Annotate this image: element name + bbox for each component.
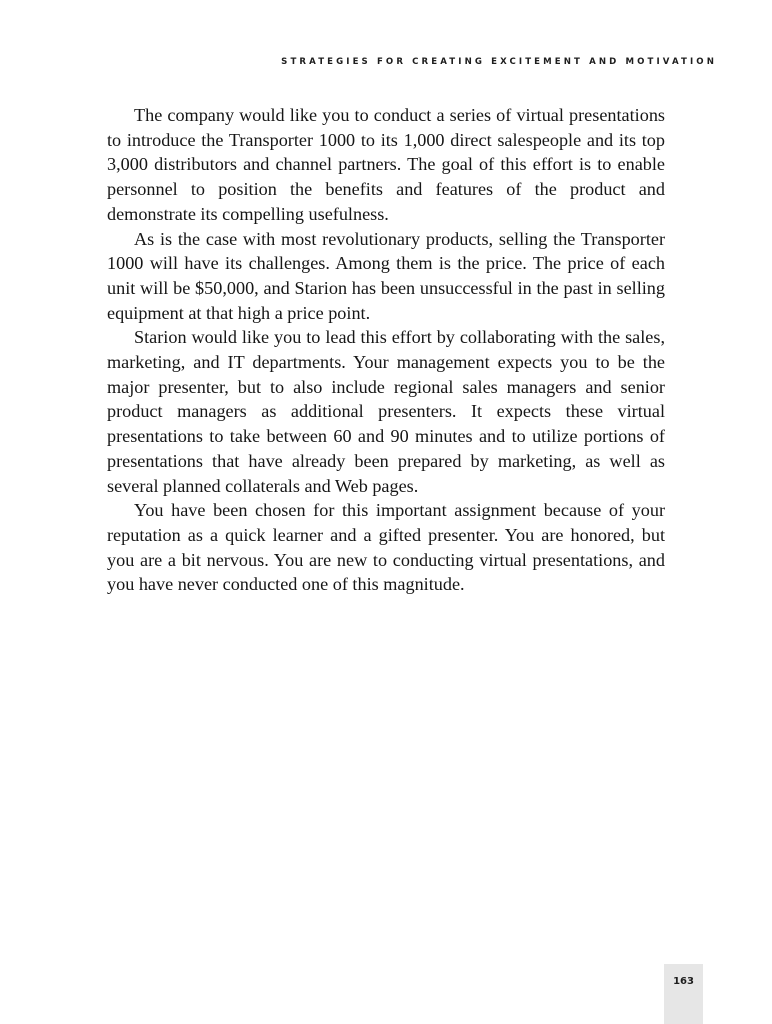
paragraph-1: The company would like you to conduct a series of virtual presentations to introduce the Transporter 1000 to its 1,000 direct salespeople and its top 3,000 distributors and channel partners. The goal of this effort is to enable personnel to position the benefits and features of the product and demonstrate its compelling usefulness. — [107, 105, 665, 224]
page-number-tab — [664, 964, 703, 1024]
paragraph-2: As is the case with most revolutionary products, selling the Transporter 1000 will have its challenges. Among them is the price. The price of each unit will be $50,000, and Starion has been unsuccessful in the past in selling equipment at that high a price point. — [107, 228, 665, 323]
page-number: 163 — [673, 976, 694, 987]
body-text — [107, 103, 665, 597]
running-head: STRATEGIES FOR CREATING EXCITEMENT AND MOTIVATION — [281, 57, 717, 67]
paragraph-4: You have been chosen for this important assignment because of your reputation as a quick learner and a gifted presenter. You are honored, but you are a bit nervous. You are new to conducting virtual presentations, and you have never conducted one of this magnitude. — [107, 500, 665, 595]
paragraph-3: Starion would like you to lead this effort by collaborating with the sales, marketing, and IT departments. Your management expects you to be the major presenter, but to also include regional sales managers and senior product managers as additional presenters. It expects these virtual presentations to take between 60 and 90 minutes and to utilize portions of presentations that have already been prepared by marketing, as well as several planned collaterals and Web pages. — [107, 327, 665, 496]
